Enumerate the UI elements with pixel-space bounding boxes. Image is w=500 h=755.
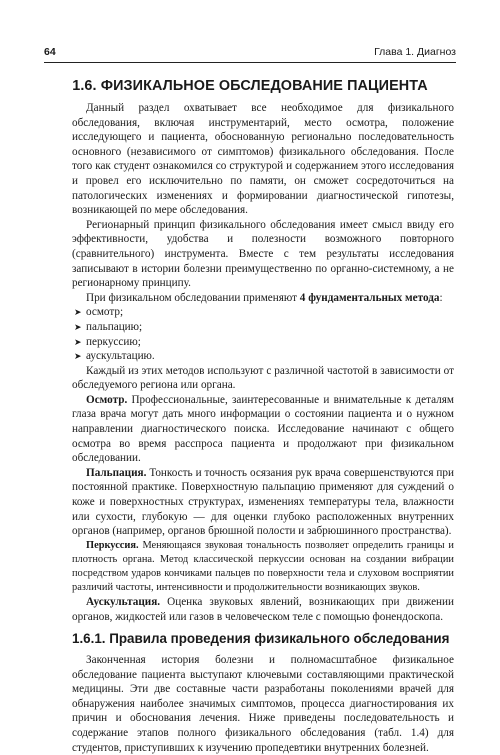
- paragraph-percussion: [72, 539, 454, 595]
- arrow-bullet-icon: ➤: [74, 307, 82, 318]
- auscultation-text: Оценка звуковых явлений, возникающих при движении органов, жидкостей или газов в человеческом теле с помощью фонендоскопа.: [72, 596, 454, 623]
- methods-intro-text: При физикальном обследовании применяют: [86, 291, 297, 304]
- paragraph-palpation: [72, 466, 454, 539]
- paragraph-regional: Регионарный принцип физикального обследования имеет смысл ввиду его эффективности, удобства и полезности возможного повторного (сравнительного) инструмента. Вместе с тем результаты исследования записывают в истории болезни преимущественно по органно-системному, а не регионарному принципу.: [72, 218, 454, 290]
- methods-list: [72, 305, 454, 363]
- header-rule: [44, 62, 456, 63]
- methods-colon: :: [439, 291, 443, 304]
- term-palpation: Пальпация.: [86, 466, 147, 479]
- body-text: [72, 101, 454, 755]
- arrow-bullet-icon: ➤: [74, 321, 82, 332]
- section-title: 1.6. ФИЗИКАЛЬНОЕ ОБСЛЕДОВАНИЕ ПАЦИЕНТА: [72, 78, 428, 94]
- list-item: [72, 335, 454, 350]
- paragraph-inspection: [72, 393, 454, 466]
- list-item-text: осмотр;: [86, 306, 124, 319]
- arrow-bullet-icon: ➤: [74, 336, 82, 347]
- paragraph-rules: Законченная история болезни и полномасштабное физикальное обследование пациента выступают ключевыми составляющими практической медицины. Эти две составные части разработаны поколениями врачей для обнаружения наиболее значимых симптомов, процесса диагностирования их причин и обоснования лечения. Ниже приведены последовательность и содержание этапов полного физикального обследования (табл. 1.4) для студентов, приступивших к изучению пропедевтики внутренних болезней.: [72, 653, 454, 754]
- term-percussion: Перкуссия.: [86, 539, 139, 551]
- percussion-text: Меняющаяся звуковая тональность позволяет определить границы и плотность органа. Метод классической перкуссии основан на создании вибрации посредством ударов кончиками пальцев по поверхности тела и слуховом восприятии различий частоты, интенсивности и продолжительности возникающих звуков.: [72, 539, 454, 594]
- paragraph-auscultation: [72, 595, 454, 624]
- list-item-text: пальпацию;: [86, 320, 143, 333]
- subsection-title: 1.6.1. Правила проведения физикального обследования: [72, 631, 450, 647]
- arrow-bullet-icon: ➤: [74, 351, 82, 362]
- running-header: [44, 44, 456, 62]
- palpation-text: Тонкость и точность осязания рук врача совершенствуются при постоянной практике. Поверхностную пальпацию применяют для суждений о коже и поверхностных структурах, изменениях температуры тела, влажности или сухости, глубокую — для оценки глубоко расположенных внутренних органов (например, органов брюшной полости и забрюшинного пространства).: [72, 466, 454, 538]
- term-auscultation: Аускультация.: [86, 596, 161, 609]
- methods-count-bold: 4 фундаментальных метода: [299, 291, 440, 304]
- paragraph-methods-intro: [72, 291, 454, 306]
- paragraph-frequency: Каждый из этих методов используют с различной частотой в зависимости от обследуемого региона или органа.: [72, 364, 454, 392]
- list-item-text: аускультацию.: [86, 350, 155, 363]
- list-item: [72, 320, 454, 335]
- term-inspection: Осмотр.: [86, 393, 128, 406]
- list-item-text: перкуссию;: [86, 335, 141, 348]
- inspection-text: Профессиональные, заинтересованные и внимательные к деталям глаза врача могут дать много информации о состоянии пациента и о нужном направлении диагностического поиска. Исследование начинают с общего осмотра во время расспроса пациента и продолжают при физикальном обследовании.: [72, 393, 454, 465]
- page-number: 64: [44, 46, 56, 58]
- paragraph-intro: Данный раздел охватывает все необходимое для физикального обследования, включая инструментарий, место осмотра, положение исследующего и пациента, обоснованную регионально последовательность основного (независимого от симптомов) физикального обследования. После того как студент ознакомился со структурой и содержанием этого исследования и провел его исключительно по памяти, он сможет сосредоточиться на патологических изменениях и формировании диагностической гипотезы, возникающей по мере обследования.: [72, 102, 454, 217]
- list-item: [72, 305, 454, 320]
- chapter-title: Глава 1. Диагноз: [374, 46, 456, 58]
- list-item: [72, 349, 454, 364]
